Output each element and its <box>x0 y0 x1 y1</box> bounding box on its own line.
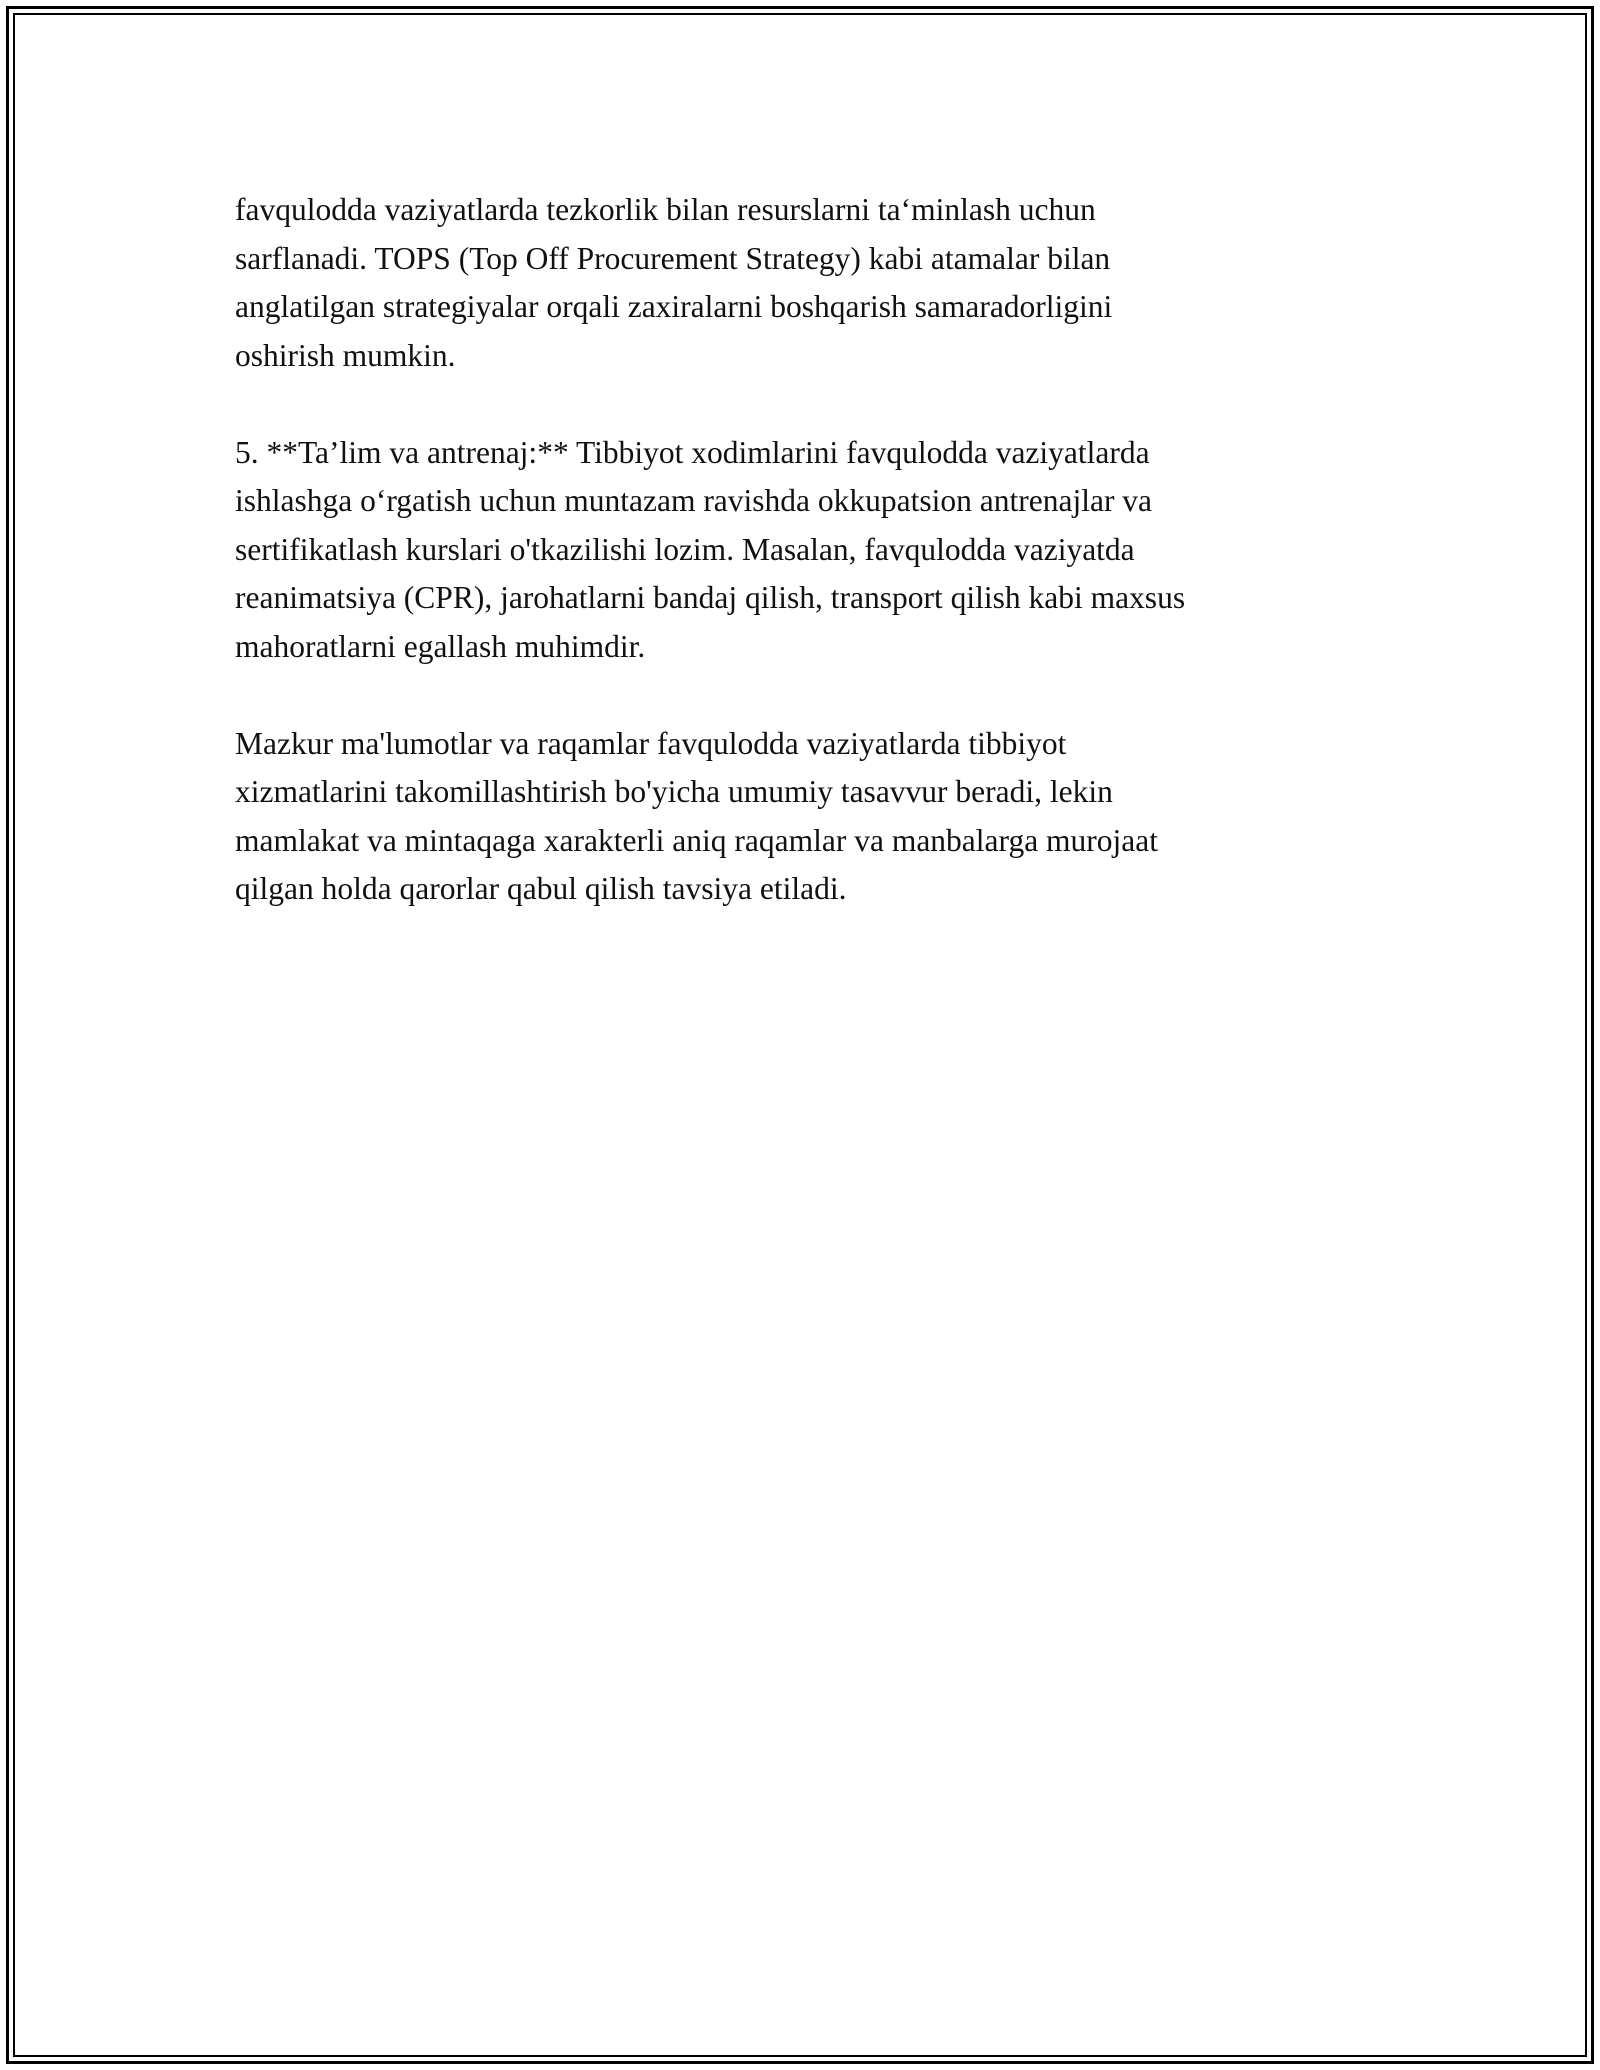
text-line: oshirish mumkin. <box>235 337 456 373</box>
text-line: anglatilgan strategiyalar orqali zaxiralarni boshqarish samaradorligini <box>235 289 1113 324</box>
text-line: mamlakat va mintaqaga xarakterli aniq raqamlar va manbalarga murojaat <box>235 822 1159 858</box>
paragraph-conclusion <box>235 720 1385 914</box>
paragraph-resource-management <box>235 186 1385 380</box>
text-line: reanimatsiya (CPR), jarohatlarni bandaj qilish, transport qilish kabi maxsus <box>235 580 1186 615</box>
text-line: mahoratlarni egallash muhimdir. <box>235 628 646 664</box>
text-line: sarflanadi. TOPS (Top Off Procurement Strategy) kabi atamalar bilan <box>235 240 1111 276</box>
text-line: ishlashga o‘rgatish uchun muntazam ravishda okkupatsion antrenajlar va <box>235 483 1153 518</box>
text-line: Mazkur ma'lumotlar va raqamlar favqulodda vaziyatlarda tibbiyot <box>235 725 1067 761</box>
text-line: xizmatlarini takomillashtirish bo'yicha umumiy tasavvur beradi, lekin <box>235 774 1113 809</box>
document-body <box>235 186 1385 962</box>
text-line: qilgan holda qarorlar qabul qilish tavsiya etiladi. <box>235 871 847 906</box>
paragraph-training-item-5 <box>235 429 1385 672</box>
text-line: 5. **Ta’lim va antrenaj:** Tibbiyot xodimlarini favqulodda vaziyatlarda <box>235 434 1150 470</box>
text-line: favqulodda vaziyatlarda tezkorlik bilan resurslarni ta‘minlash uchun <box>235 192 1096 227</box>
text-line: sertifikatlash kurslari o'tkazilishi lozim. Masalan, favqulodda vaziyatda <box>235 531 1135 567</box>
